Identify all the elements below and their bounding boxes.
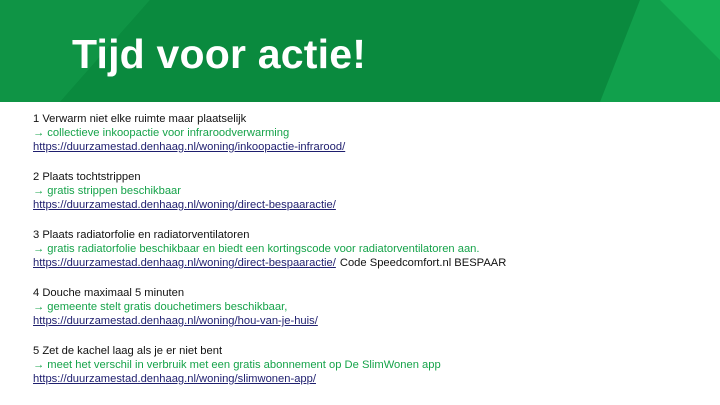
item-heading: 1 Verwarm niet elke ruimte maar plaatselijk <box>33 113 247 125</box>
item-tip: → gratis strippen beschikbaar <box>33 185 181 197</box>
list-item <box>33 170 713 212</box>
item-link[interactable]: https://duurzamestad.denhaag.nl/woning/inkoopactie-infrarood/ <box>33 141 346 153</box>
item-link[interactable]: https://duurzamestad.denhaag.nl/woning/slimwonen-app/ <box>33 373 316 385</box>
list-item <box>33 344 713 386</box>
list-item <box>33 286 713 328</box>
page-title: Tijd voor actie! <box>72 31 367 77</box>
item-tip: → gratis radiatorfolie beschikbaar en biedt een kortingscode voor radiatorventilatoren aan. <box>33 243 480 255</box>
item-heading: 5 Zet de kachel laag als je er niet bent <box>33 345 223 357</box>
item-tip: → meet het verschil in verbruik met een gratis abonnement op De SlimWonen app <box>33 359 441 371</box>
title-banner <box>0 0 720 102</box>
item-heading: 4 Douche maximaal 5 minuten <box>33 287 185 299</box>
item-link[interactable]: https://duurzamestad.denhaag.nl/woning/direct-bespaaractie/ <box>33 199 336 211</box>
item-tip: → collectieve inkoopactie voor infraroodverwarming <box>33 127 290 139</box>
action-list <box>33 112 713 386</box>
item-link[interactable]: https://duurzamestad.denhaag.nl/woning/hou-van-je-huis/ <box>33 315 318 327</box>
item-link[interactable]: https://duurzamestad.denhaag.nl/woning/direct-bespaaractie/ <box>33 257 336 269</box>
item-heading: 3 Plaats radiatorfolie en radiatorventilatoren <box>33 229 250 241</box>
item-tip: → gemeente stelt gratis douchetimers beschikbaar, <box>33 301 288 313</box>
list-item <box>33 228 713 270</box>
list-item <box>33 112 713 154</box>
discount-code: Code Speedcomfort.nl BESPAAR <box>339 257 507 269</box>
item-heading: 2 Plaats tochtstrippen <box>33 171 141 183</box>
